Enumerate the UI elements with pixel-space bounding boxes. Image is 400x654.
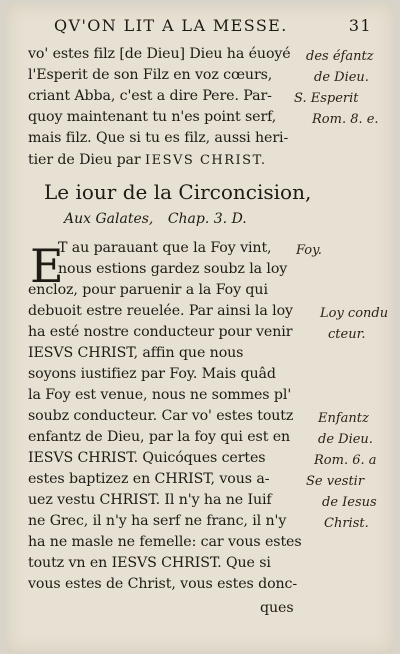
text-line: soyons iustifiez par Foy. Mais quâd: [28, 366, 276, 382]
text-line: nous estions gardez soubz la loy: [58, 261, 288, 277]
margin-note: Foy.: [296, 243, 322, 258]
text-line: enfantz de Dieu, par la foy qui est en: [28, 429, 291, 445]
text-line: la Foy est venue, nous ne sommes pl': [28, 387, 292, 403]
text-line: T au parauant que la Foy vint,: [58, 240, 272, 256]
text-line: criant Abba, c'est a dire Pere. Par-: [28, 88, 272, 104]
text-segment: tier de Dieu par: [28, 152, 141, 168]
margin-note: des éfantz: [306, 49, 374, 64]
text-line: quoy maintenant tu n'es point serf,: [28, 109, 277, 125]
text-line: ha esté nostre conducteur pour venir: [28, 324, 293, 340]
running-title: QV'ON LIT A LA MESSE.: [54, 16, 288, 35]
text-line: ne Grec, il n'y ha serf ne franc, il n'y: [28, 513, 287, 529]
margin-note: de Iesus: [322, 495, 377, 510]
running-header: [54, 16, 372, 35]
margin-note: Loy condu: [320, 306, 389, 321]
text-line: IESVS CHRIST. Quicóques certes: [28, 450, 266, 466]
margin-note: Enfantz: [318, 411, 369, 426]
catchword: ques: [260, 600, 294, 616]
page-number: 31: [348, 16, 372, 35]
text-line: vo' estes filz [de Dieu] Dieu ha éuoyé: [28, 46, 291, 62]
margin-note: Se vestir: [306, 474, 365, 489]
text-line: estes baptizez en CHRIST, vous a-: [28, 471, 270, 487]
margin-note: cteur.: [328, 327, 366, 342]
text-line: [28, 152, 266, 168]
drop-cap: E: [30, 239, 64, 293]
text-line: uez vestu CHRIST. Il n'y ha ne Iuif: [28, 492, 272, 508]
margin-note: de Dieu.: [314, 70, 369, 85]
chapter-reference: Chap. 3. D.: [167, 211, 247, 227]
text-line: l'Esperit de son Filz en voz cœurs,: [28, 67, 273, 83]
margin-note: S. Esperit: [294, 91, 359, 106]
section-heading: Le iour de la Circoncision,: [44, 180, 312, 204]
text-line: encloz, pour paruenir a la Foy qui: [28, 282, 268, 298]
book-page: [6, 4, 394, 652]
name-small-caps: IESVS CHRIST.: [145, 153, 267, 168]
margin-note: Rom. 8. e.: [312, 112, 379, 127]
epistle-reference: [64, 211, 247, 227]
text-line: debuoit estre reuelée. Par ainsi la loy: [28, 303, 293, 319]
text-line: ha ne masle ne femelle: car vous estes: [28, 534, 302, 550]
text-line: toutz vn en IESVS CHRIST. Que si: [28, 555, 271, 571]
text-line: soubz conducteur. Car vo' estes toutz: [28, 408, 294, 424]
text-line: IESVS CHRIST, affin que nous: [28, 345, 244, 361]
text-line: mais filz. Que si tu es filz, aussi heri-: [28, 130, 289, 146]
margin-note: Rom. 6. a: [314, 453, 377, 468]
text-line: vous estes de Christ, vous estes donc-: [28, 576, 298, 592]
margin-note: Christ.: [324, 516, 369, 531]
epistle-name: Aux Galates,: [64, 211, 154, 227]
margin-note: de Dieu.: [318, 432, 373, 447]
